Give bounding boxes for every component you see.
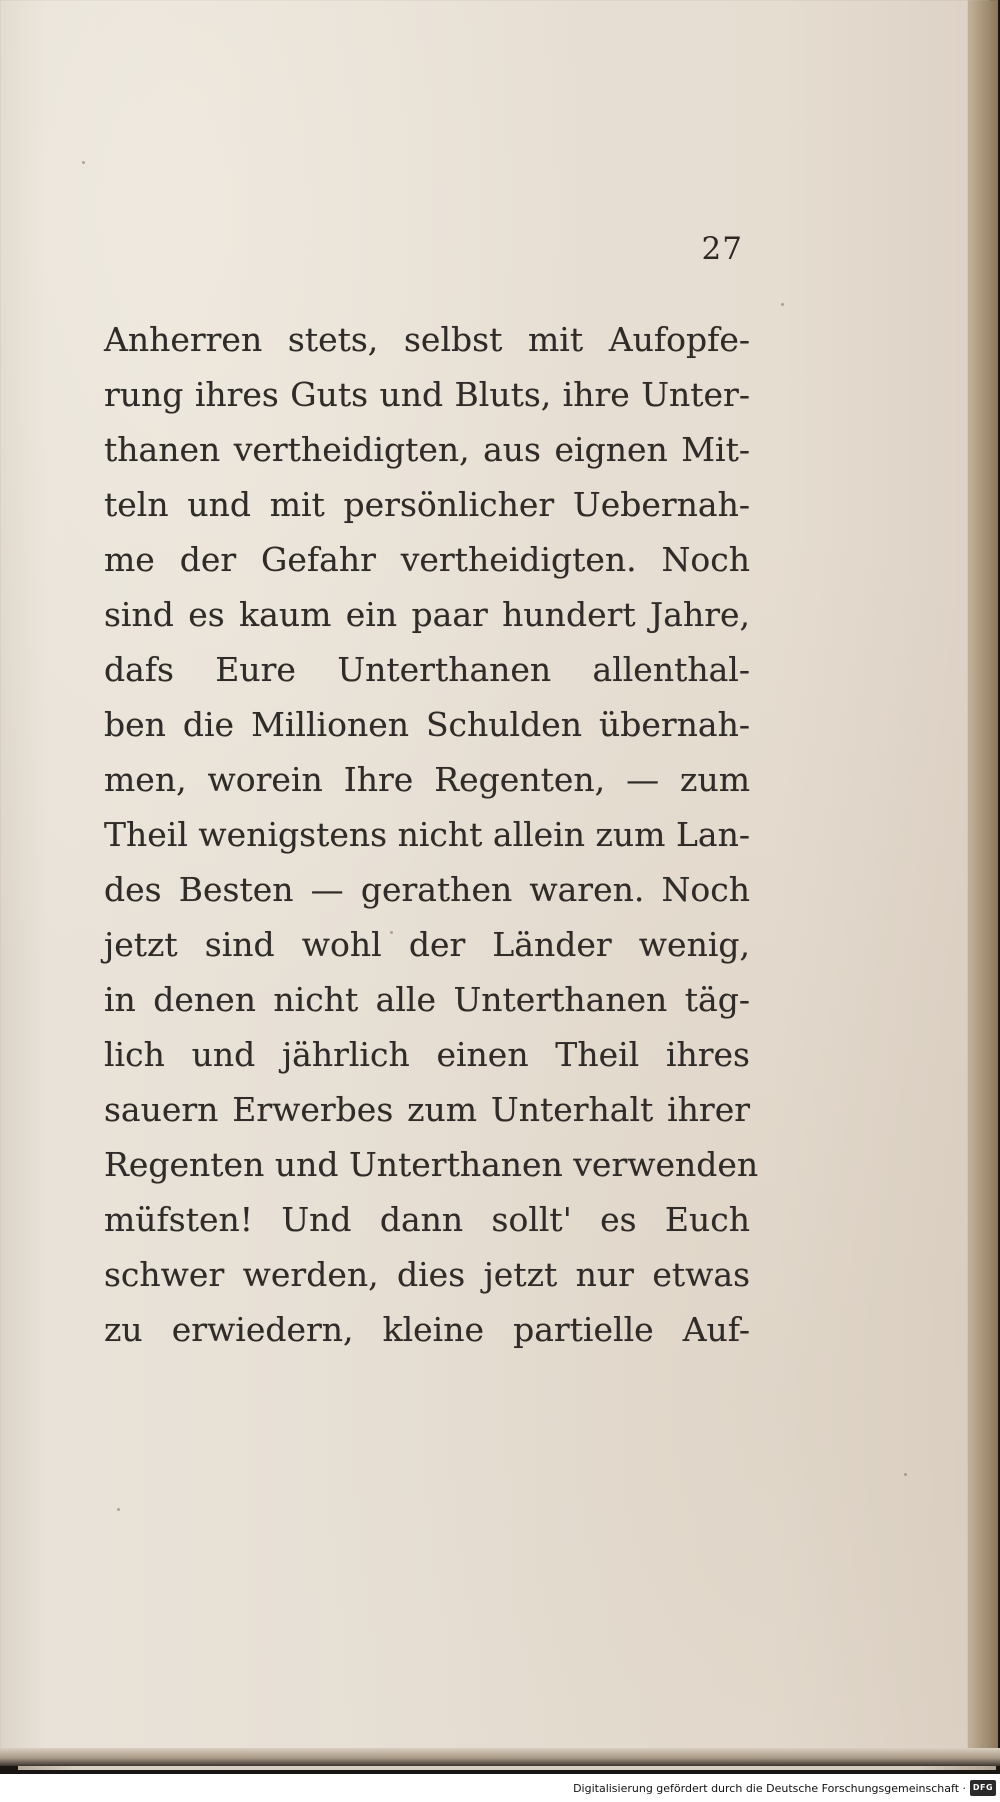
body-text	[104, 312, 759, 1357]
paper-speckle	[904, 1473, 907, 1476]
text-line: müfsten! Und dann sollt' es Euch	[104, 1200, 750, 1239]
text-line: Regenten und Unterthanen verwenden	[104, 1145, 759, 1184]
digitization-credit: Digitalisierung gefördert durch die Deutsche Forschungsgemeinschaft ·	[573, 1782, 966, 1795]
dfg-logo: DFG	[970, 1780, 996, 1796]
paper-speckle	[117, 1508, 120, 1511]
paper-speckle	[82, 161, 85, 164]
digitization-footer	[0, 1774, 1000, 1802]
page-bottom-edge	[0, 1748, 1000, 1766]
text-line: lich und jährlich einen Theil ihres	[104, 1035, 750, 1074]
text-line: Anherren stets, selbst mit Aufopfe-	[104, 320, 750, 359]
text-line: jetzt sind wohl der Länder wenig,	[104, 925, 750, 964]
text-line: dafs Eure Unterthanen allenthal-	[104, 650, 750, 689]
text-line: schwer werden, dies jetzt nur etwas	[104, 1255, 750, 1294]
text-line: sauern Erwerbes zum Unterhalt ihrer	[104, 1090, 750, 1129]
text-line: Theil wenigstens nicht allein zum Lan-	[104, 815, 750, 854]
paper-speckle	[781, 303, 784, 306]
text-line: ben die Millionen Schulden übernah-	[104, 705, 750, 744]
text-line: in denen nicht alle Unterthanen täg-	[104, 980, 750, 1019]
text-line: thanen vertheidigten, aus eignen Mit-	[104, 430, 750, 469]
text-line: sind es kaum ein paar hundert Jahre,	[104, 595, 750, 634]
text-line: des Besten — gerathen waren. Noch	[104, 870, 750, 909]
text-line: men, worein Ihre Regenten, — zum	[104, 760, 750, 799]
text-line: teln und mit persönlicher Uebernah-	[104, 485, 750, 524]
text-line: me der Gefahr vertheidigten. Noch	[104, 540, 750, 579]
text-line: zu erwiedern, kleine partielle Auf-	[104, 1310, 750, 1349]
page-number: 27	[701, 231, 743, 267]
text-line: rung ihres Guts und Bluts, ihre Unter-	[104, 375, 750, 414]
